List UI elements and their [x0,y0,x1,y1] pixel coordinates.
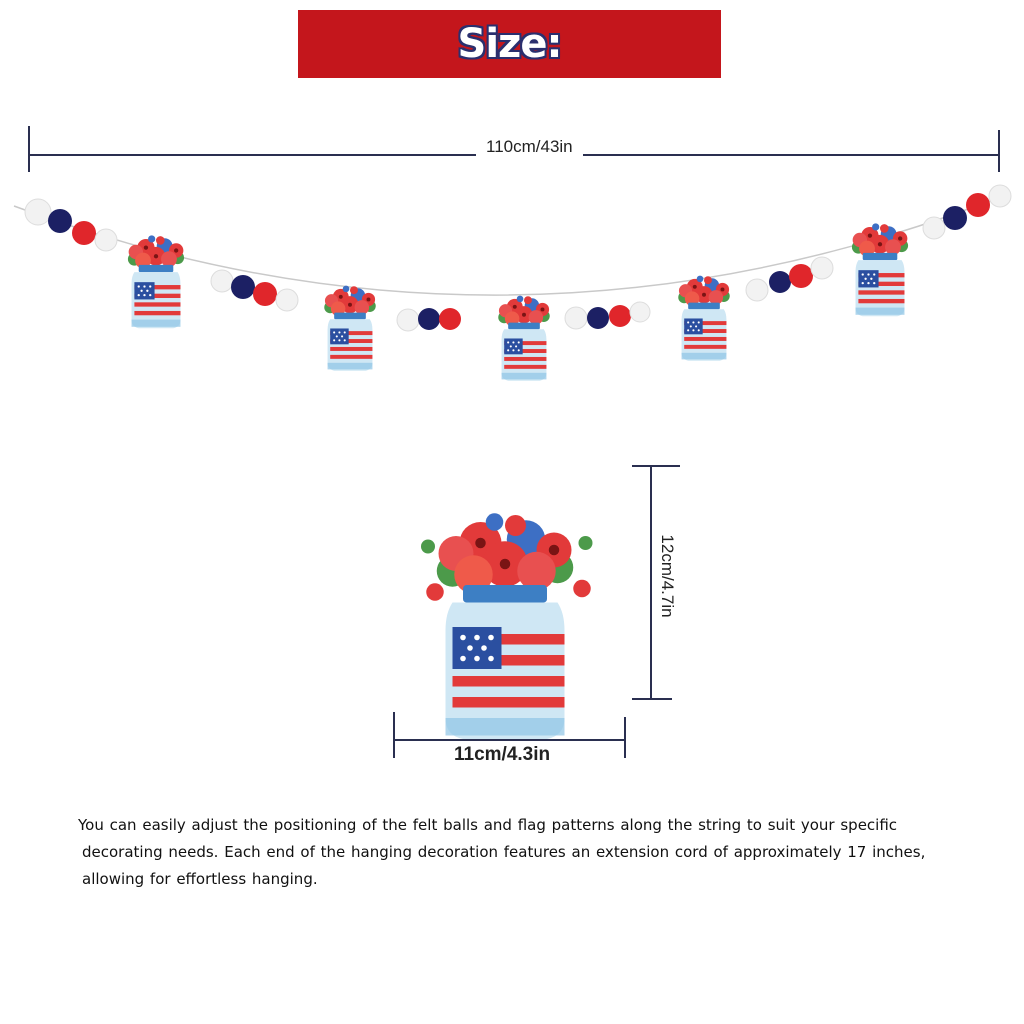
description-line: decorating needs. Each end of the hanging decoration features an extension cord of approximately 17 inches, [82,843,926,861]
large-jar-illustration [421,513,593,739]
description-line: You can easily adjust the positioning of the felt balls and flag patterns along the string to suit your specific [78,816,898,834]
garland-jar-3 [498,296,549,381]
height-label: 12cm/4.7in [657,522,677,630]
banner-title: Size: [457,21,562,67]
width-label: 11cm/4.3in [454,744,551,765]
description-line: allowing for effortless hanging. [82,870,318,888]
total-length-label: 110cm/43in [476,137,583,157]
garland-jar-4 [678,276,729,361]
garland-jar-5 [852,223,908,316]
garland-jar-2 [324,286,375,371]
garland-jar-1 [128,235,184,328]
product-description [78,812,978,893]
